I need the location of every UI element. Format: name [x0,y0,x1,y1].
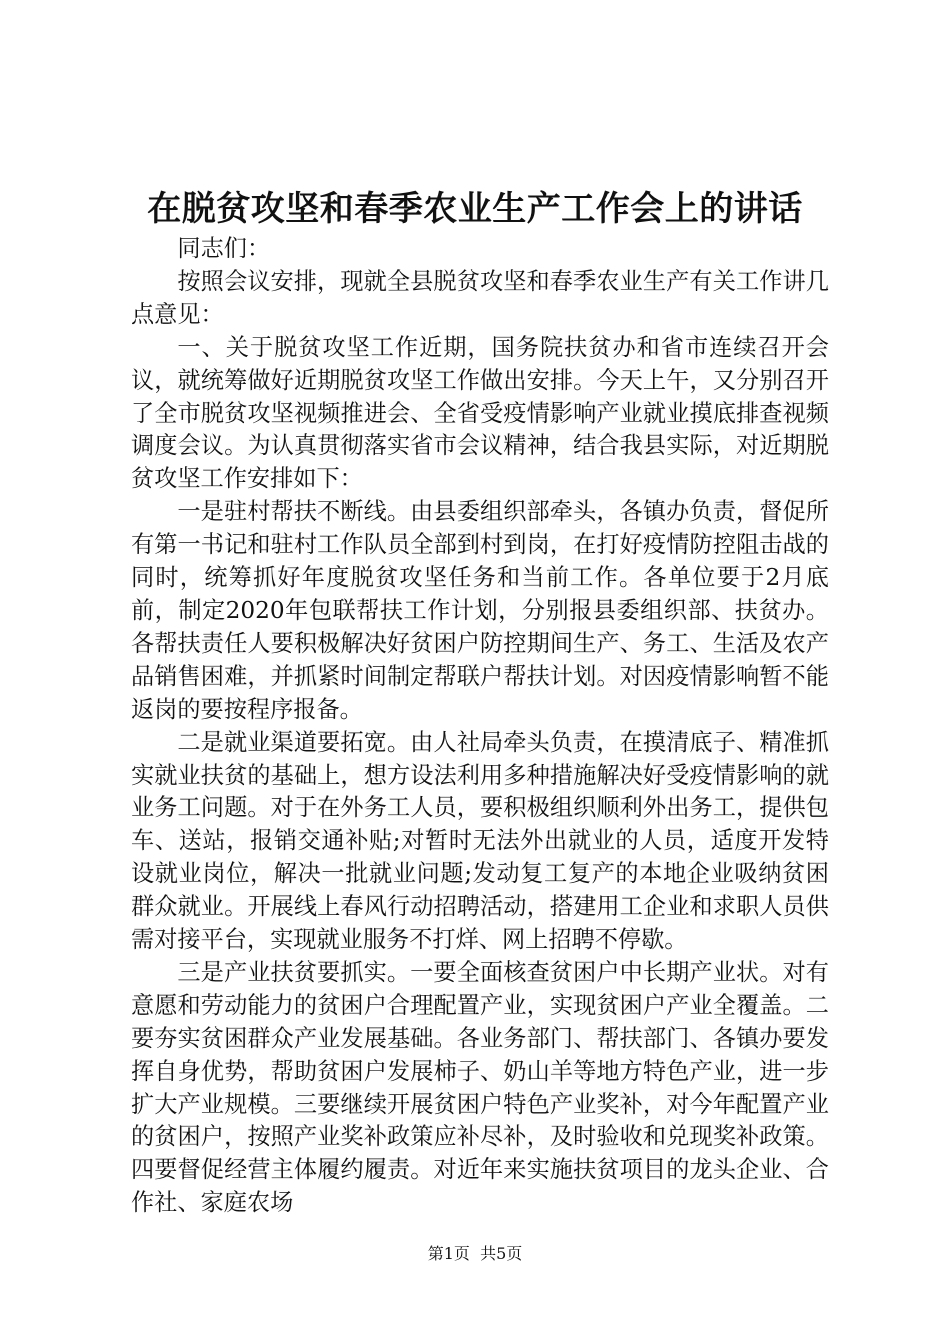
section-one-paragraph: 一、关于脱贫攻坚工作近期，国务院扶贫办和省市连续召开会议，就统筹做好近期脱贫攻坚工作做出安排。今天上午，又分别召开了全市脱贫攻坚视频推进会、全省受疫情影响产业就业摸底排查视频调度会议。为认真贯彻落实省市会议精神，结合我县实际，对近期脱贫攻坚工作安排如下： [131,333,829,493]
point-three-paragraph: 三是产业扶贫要抓实。一要全面核查贫困户中长期产业状。对有意愿和劳动能力的贫困户合理配置产业，实现贫困户产业全覆盖。二要夯实贫困群众产业发展基础。各业务部门、帮扶部门、各镇办要发挥自身优势，帮助贫困户发展柿子、奶山羊等地方特色产业，进一步扩大产业规模。三要继续开展贫困户特色产业奖补，对今年配置产业的贫困户，按照产业奖补政策应补尽补，及时验收和兑现奖补政策。四要督促经营主体履约履责。对近年来实施扶贫项目的龙头企业、合作社、家庭农场 [131,958,829,1217]
document-body [131,233,829,1220]
document-title: 在脱贫攻坚和春季农业生产工作会上的讲话 [147,189,803,229]
point-one-paragraph: 一是驻村帮扶不断线。由县委组织部牵头，各镇办负责，督促所有第一书记和驻村工作队员全部到村到岗，在打好疫情防控阻击战的同时，统筹抓好年度脱贫攻坚任务和当前工作。各单位要于2月底前，制定2020年包联帮扶工作计划，分别报县委组织部、扶贫办。各帮扶责任人要积极解决好贫困户防控期间生产、务工、生活及农产品销售困难，并抓紧时间制定帮联户帮扶计划。对因疫情影响暂不能返岗的要按程序报备。 [131,498,829,723]
intro-paragraph: 按照会议安排，现就全县脱贫攻坚和春季农业生产有关工作讲几点意见： [131,267,829,328]
point-two-paragraph: 二是就业渠道要拓宽。由人社局牵头负责，在摸清底子、精准抓实就业扶贫的基础上，想方设法利用多种措施解决好受疫情影响的就业务工问题。对于在外务工人员，要积极组织顺利外出务工，提供包车、送站，报销交通补贴;对暂时无法外出就业的人员，适度开发特设就业岗位，解决一批就业问题;发动复工复产的本地企业吸纳贫困群众就业。开展线上春风行动招聘活动，搭建用工企业和求职人员供需对接平台，实现就业服务不打烊、网上招聘不停歇。 [131,728,829,954]
salutation-paragraph: 同志们： [177,235,271,262]
page-number-footer: 第1页 共5页 [427,1244,523,1263]
